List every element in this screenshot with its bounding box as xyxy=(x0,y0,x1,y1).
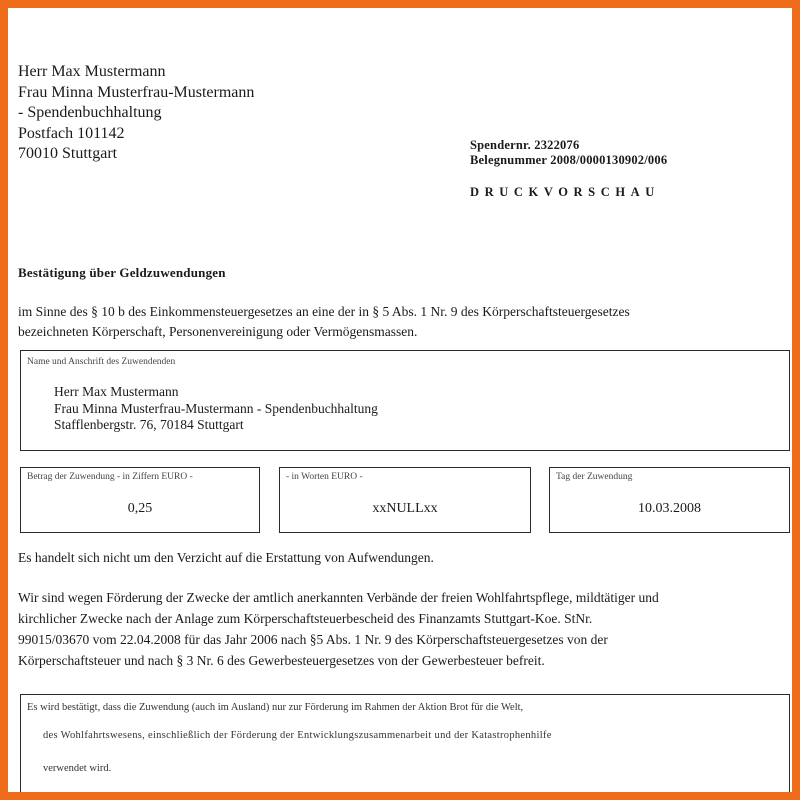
intro-line: im Sinne des § 10 b des Einkommensteuergesetzes an eine der in § 5 Abs. 1 Nr. 9 des Körperschaftsteuergesetzes xyxy=(18,304,630,319)
intro-text xyxy=(18,302,778,341)
donor-number: Spendernr. 2322076 xyxy=(470,138,580,152)
intro-line: bezeichneten Körperschaft, Personenvereinigung oder Vermögensmassen. xyxy=(18,323,418,339)
donor-box xyxy=(20,350,790,451)
amount-label: Betrag der Zuwendung - in Ziffern EURO - xyxy=(27,472,193,482)
donor-box-label: Name und Anschrift des Zuwendenden xyxy=(27,357,176,367)
exemption-paragraph xyxy=(18,587,659,671)
document-meta xyxy=(470,138,667,168)
date-value: 10.03.2008 xyxy=(638,501,701,516)
amount-words-label: - in Worten EURO - xyxy=(286,472,363,482)
exemption-line: Körperschaftsteuer und nach § 3 Nr. 6 des Gewerbesteuergesetzes von der Gewerbesteuer befreit. xyxy=(18,653,545,668)
recipient-line: 70010 Stuttgart xyxy=(18,145,118,162)
document-page xyxy=(8,8,792,792)
print-preview-label: DRUCKVORSCHAU xyxy=(470,185,660,199)
donor-line: Herr Max Mustermann xyxy=(54,384,179,399)
recipient-line: Herr Max Mustermann xyxy=(18,63,166,80)
exemption-line: kirchlicher Zwecke nach der Anlage zum Körperschaftsteuerbescheid des Finanzamts Stuttgart-Koe. StNr. xyxy=(18,611,593,626)
recipient-line: Frau Minna Musterfrau-Mustermann xyxy=(18,83,255,101)
recipient-address xyxy=(18,62,254,165)
amount-box xyxy=(20,467,260,533)
confirmation-line: verwendet wird. xyxy=(43,763,112,774)
amount-value: 0,25 xyxy=(127,501,153,516)
recipient-line: Postfach 101142 xyxy=(18,124,125,142)
exemption-line: Wir sind wegen Förderung der Zwecke der amtlich anerkannten Verbände der freien Wohlfahrtspflege, mildtätiger und xyxy=(18,590,659,605)
donor-line: Frau Minna Musterfrau-Mustermann - Spendenbuchhaltung xyxy=(54,400,378,416)
confirmation-line: des Wohlfahrtswesens, einschließlich der Förderung der Entwicklungszusammenarbeit und der Katastrophenhilfe xyxy=(43,730,552,741)
amount-words-box xyxy=(279,467,531,533)
date-label: Tag der Zuwendung xyxy=(556,472,633,482)
confirmation-box xyxy=(20,694,790,800)
exemption-line: 99015/03670 vom 22.04.2008 für das Jahr 2006 nach §5 Abs. 1 Nr. 9 des Körperschaftsteuergesetzes von der xyxy=(18,632,608,647)
amount-words-value: xxNULLxx xyxy=(372,501,438,516)
date-box xyxy=(549,467,790,533)
document-heading: Bestätigung über Geldzuwendungen xyxy=(18,265,226,280)
donor-address xyxy=(54,384,378,434)
donor-line: Stafflenbergstr. 76, 70184 Stuttgart xyxy=(54,417,244,432)
recipient-line: - Spendenbuchhaltung xyxy=(18,104,162,121)
waiver-statement: Es handelt sich nicht um den Verzicht auf die Erstattung von Aufwendungen. xyxy=(18,550,434,565)
confirmation-line: Es wird bestätigt, dass die Zuwendung (auch im Ausland) nur zur Förderung im Rahmen der Aktion Brot für die Welt, xyxy=(27,702,524,713)
receipt-number: Belegnummer 2008/0000130902/006 xyxy=(470,153,668,167)
